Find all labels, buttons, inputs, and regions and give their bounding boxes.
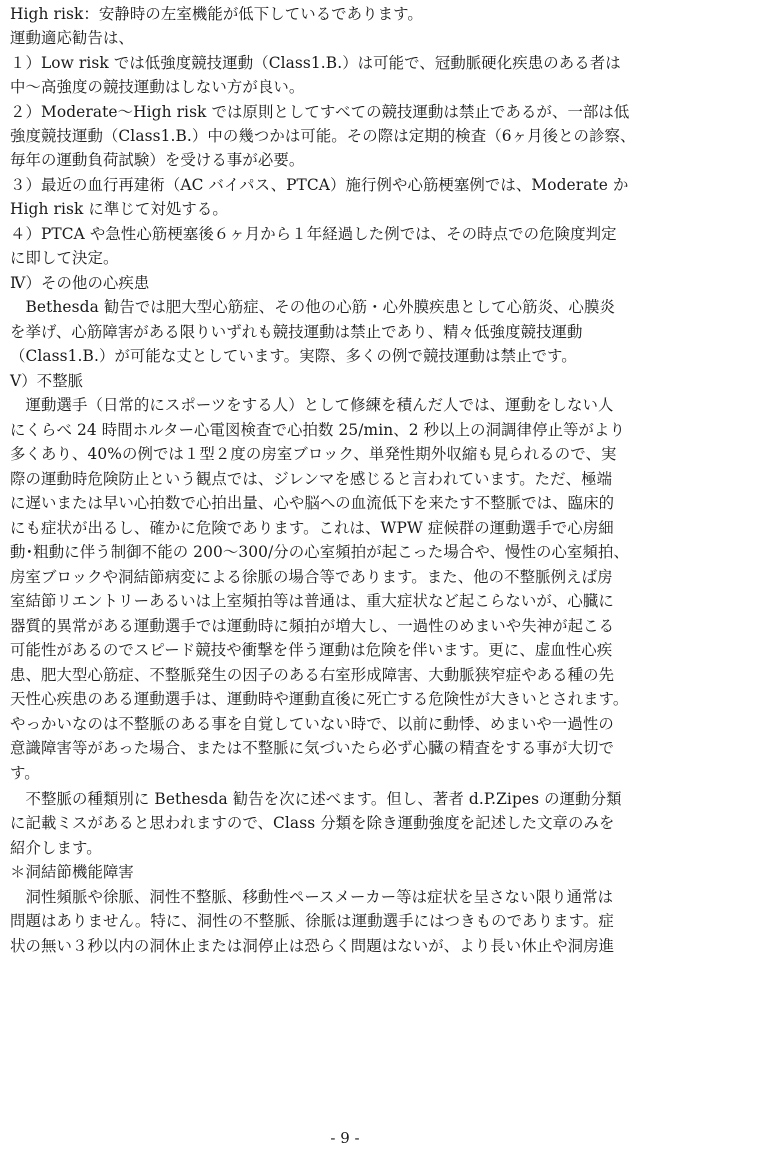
- text-line: 運動適応勧告は、: [10, 29, 134, 47]
- text-line: １）Low risk では低強度競技運動（Class1.B.）は可能で、冠動脈硬化疾患のある者は: [10, 54, 621, 72]
- text-line: 可能性があるのでスピード競技や衝撃を伴う運動は危険を伴います。更に、虚血性心疾: [10, 641, 613, 659]
- text-line: 運動選手（日常的にスポーツをする人）として修練を積んだ人では、運動をしない人: [10, 396, 614, 414]
- text-line: 多くあり、40%の例では１型２度の房室ブロック、単発性期外収縮も見られるので、実: [10, 445, 617, 463]
- text-line: 天性心疾患のある運動選手は、運動時や運動直後に死亡する危険性が大きいとされます。: [10, 690, 629, 708]
- text-line: 紹介します。: [10, 839, 102, 857]
- text-line: 状の無い３秒以内の洞休止または洞停止は恐らく問題はないが、より長い休止や洞房進: [10, 937, 615, 955]
- text-line: 際の運動時危険防止という観点では、ジレンマを感じると言われています。ただ、極端: [10, 470, 613, 488]
- text-line: （Class1.B.）が可能な丈としています。実際、多くの例で競技運動は禁止です。: [10, 347, 577, 365]
- text-line: す。: [10, 764, 40, 782]
- text-line: に記載ミスがあると思われますので、Class 分類を除き運動強度を記述した文章のみを: [10, 814, 615, 832]
- text-line: にくらべ 24 時間ホルター心電図検査で心拍数 25/min、2 秒以上の洞調律停止等がより: [10, 421, 626, 439]
- text-line: 中～高強度の競技運動はしない方が良い。: [10, 78, 305, 96]
- text-line: ２）Moderate～High risk では原則としてすべての競技運動は禁止であるが、一部は低: [10, 103, 630, 121]
- text-line: やっかいなのは不整脈のある事を自覚していない時で、以前に動悸、めまいや一過性の: [10, 715, 614, 733]
- text-line: 意識障害等があった場合、または不整脈に気づいたら必ず心臓の精査をする事が大切で: [10, 739, 614, 757]
- text-line: 不整脈の種類別に Bethesda 勧告を次に述べます。但し、著者 d.P.Zipes の運動分類: [10, 790, 622, 808]
- text-line: Bethesda 勧告では肥大型心筋症、その他の心筋・心外膜疾患として心筋炎、心膜炎: [10, 298, 616, 316]
- text-line: 器質的異常がある運動選手では運動時に頻拍が増大し、一過性のめまいや失神が起こる: [10, 617, 615, 635]
- text-line: 房室ブロックや洞結節病変による徐脈の場合等であります。また、他の不整脈例えば房: [10, 568, 613, 586]
- text-line: 動･粗動に伴う制御不能の 200～300/分の心室頻拍が起こった場合や、慢性の心室頻拍、: [10, 543, 629, 561]
- text-line: にも症状が出るし、確かに危険であります。これは、WPW 症候群の運動選手で心房細: [10, 519, 614, 537]
- text-line: に即して決定。: [10, 249, 119, 267]
- section-heading: Ⅳ）その他の心疾患: [10, 274, 150, 292]
- text-line: を挙げ、心筋障害がある限りいずれも競技運動は禁止であり、精々低強度競技運動: [10, 323, 583, 341]
- text-line: 洞性頻脈や徐脈、洞性不整脈、移動性ペースメーカー等は症状を呈さない限り通常は: [10, 888, 614, 906]
- text-line: High risk：安静時の左室機能が低下しているであります。: [10, 5, 423, 23]
- text-line: 強度競技運動（Class1.B.）中の幾つかは可能。その際は定期的検査（6ヶ月後との診察、: [10, 127, 636, 145]
- text-line: High risk に準じて対処する。: [10, 200, 228, 218]
- text-line: 患、肥大型心筋症、不整脈発生の因子のある右室形成障害、大動脈狭窄症やある種の先: [10, 666, 615, 684]
- text-line: 毎年の運動負荷試験）を受ける事が必要。: [10, 151, 305, 169]
- text-line: ４）PTCA や急性心筋梗塞後６ヶ月から１年経過した例では、その時点での危険度判定: [10, 225, 617, 243]
- text-line: 問題はありません。特に、洞性の不整脈、徐脈は運動選手にはつきものであります。症: [10, 912, 614, 930]
- text-line: ３）最近の血行再建術（AC バイパス、PTCA）施行例や心筋梗塞例では、Moderate か: [10, 176, 629, 194]
- text-line: に遅いまたは早い心拍数で心拍出量、心や脳への血流低下を来たす不整脈では、臨床的: [10, 494, 615, 512]
- section-heading: Ⅴ）不整脈: [10, 372, 84, 390]
- text-line: 室結節リエントリーあるいは上室頻拍等は普通は、重大症状など起こらないが、心臓に: [10, 592, 614, 610]
- page-number: - 9 -: [330, 1129, 360, 1147]
- subsection-heading: ＊洞結節機能障害: [10, 863, 134, 881]
